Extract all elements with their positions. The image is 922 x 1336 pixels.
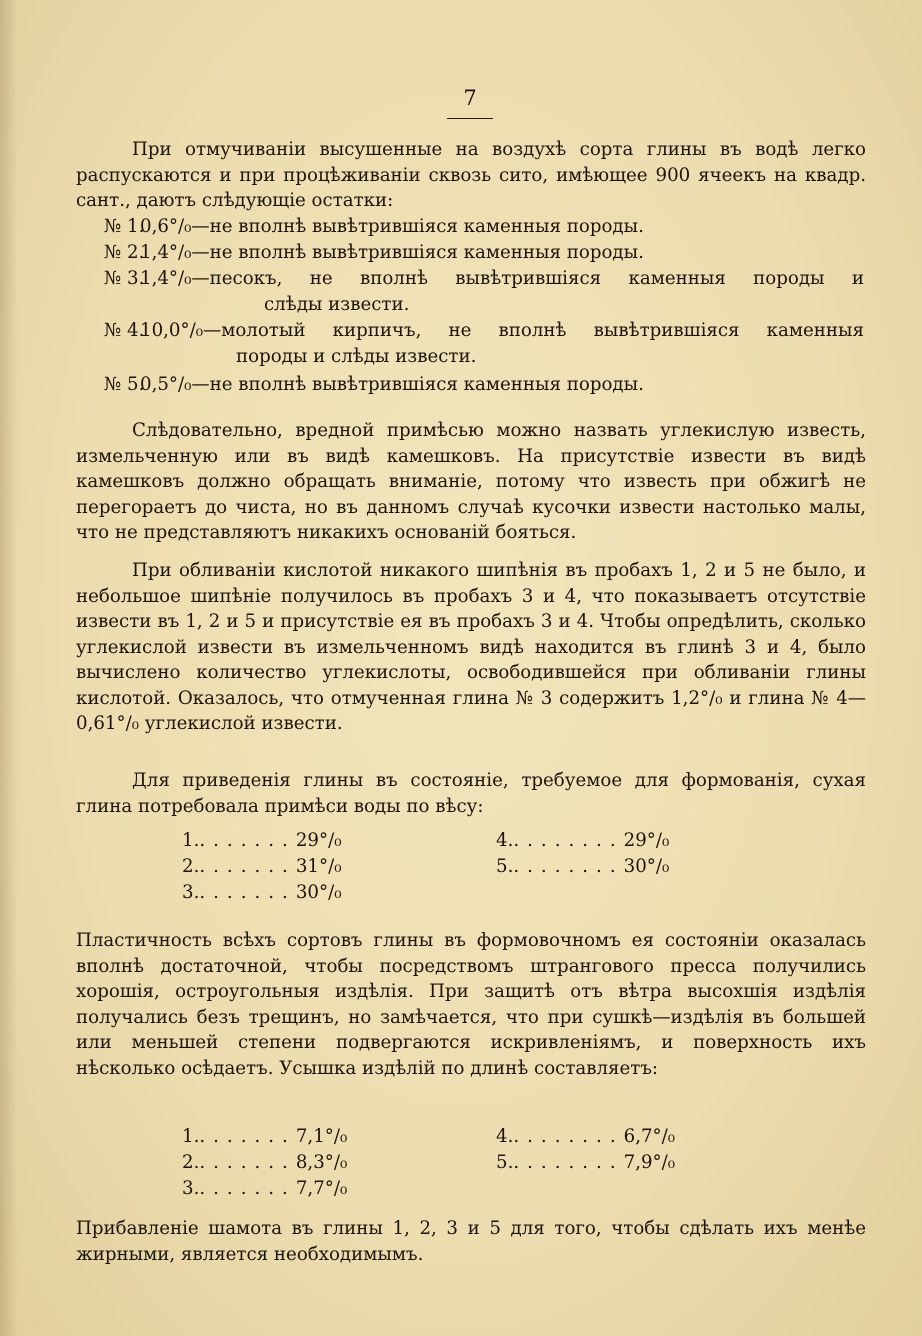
sample-number: 1. [182,830,200,851]
paragraph-text: Пластичность всѣхъ сортовъ глины въ формовочномъ ея состояніи оказалась вполнѣ достаточной, чтобы посредствомъ штрангового пресса получились хорошія, остроугольныя издѣлія. При защитѣ отъ вѣтра высохшія издѣлія получались безъ трещинъ, но замѣчается, что при сушкѣ—издѣлія въ большей или меньшей степени подвергаются искривленіямъ, и поверхность ихъ нѣсколько осѣдаетъ. Усышка издѣлій по длинѣ составляетъ: [76,930,866,1079]
water-row-4 [496,828,669,854]
leader-dots: ....... [199,830,296,851]
residue-number: № 5. [104,374,145,395]
paragraph-text: При обливаніи кислотой никакого шипѣнія въ пробахъ 1, 2 и 5 не было, и небольшое шипѣніе получилось въ пробахъ 3 и 4, что показываетъ отсутствіе извести въ 1, 2 и 5 и присутствіе ея въ пробахъ 3 и 4. Чтобы опредѣлить, сколько углекислой извести въ измельченномъ видѣ находится въ глинѣ 3 и 4, было вычислено количество углекислоты, освободившейся при обливаніи глины кислотой. Оказалось, что отмученная глина № 3 содержитъ 1,2°/₀ и глина № 4—0,61°/₀ углекислой извести. [76,560,866,734]
page-number: 7 [463,86,477,110]
water-value: 30°/₀ [295,882,342,903]
leader-dots: ....... [199,1178,296,1199]
residue-text: 0,6°/₀—не вполнѣ вывѣтрившіяся каменныя породы. [140,216,644,237]
shrink-value: 7,9°/₀ [623,1152,676,1173]
sample-number: 1. [182,1126,200,1147]
water-value: 31°/₀ [295,856,342,877]
shrink-row-5 [496,1150,675,1176]
water-row-1 [182,828,342,854]
paragraph-plasticity [76,928,866,1081]
shrink-value: 6,7°/₀ [623,1126,676,1147]
leader-dots: ........ [513,1126,624,1147]
residue-number: № 1. [104,216,145,237]
paragraph-text: При отмучиваніи высушенные на воздухѣ сорта глины въ водѣ легко распускаются и при процѣживаніи сквозь сито, имѣющее 900 ячеекъ на квадр. сант., даютъ слѣдующіе остатки: [76,139,866,211]
shrink-row-2 [182,1150,347,1176]
residue-item-3 [104,266,866,318]
leader-dots: ....... [199,1126,296,1147]
water-value: 29°/₀ [295,830,342,851]
residue-text-continued: слѣды извести. [264,293,410,315]
shrink-value: 7,1°/₀ [295,1126,348,1147]
shrink-row-4 [496,1124,675,1150]
water-row-2 [182,854,342,880]
paragraph-text: Для приведенія глины въ состояніе, требуемое для формованія, сухая глина потребовала примѣси воды по вѣсу: [76,770,866,817]
paragraph-lime-harm [76,418,866,546]
water-table [182,828,782,908]
leader-dots: ........ [513,830,624,851]
sample-number: 4. [496,830,514,851]
shrink-row-3 [182,1176,347,1202]
paragraph-text: Слѣдовательно, вредной примѣсью можно назвать углекислую известь, измельченную или въ видѣ камешковъ. На присутствіе извести въ видѣ камешковъ должно обращать вниманіе, потому что известь при обжигѣ не перегораетъ до чиста, но въ данномъ случаѣ кусочки извести настолько малы, что не представляютъ никакихъ основаній бояться. [76,420,866,543]
sample-number: 3. [182,882,200,903]
page-edge-shadow [0,0,18,1336]
water-row-5 [496,854,669,880]
residue-number: № 4. [104,320,145,341]
residue-text: 1,4°/₀—песокъ, не вполнѣ вывѣтрившіяся каменныя породы и [140,268,864,289]
paragraph-text: Прибавленіе шамота въ глины 1, 2, 3 и 5 для того, чтобы сдѣлать ихъ менѣе жирными, является необходимымъ. [76,1218,866,1265]
paragraph-levigation [76,137,866,214]
leader-dots: ....... [199,1152,296,1173]
residue-text-continued: породы и слѣды извести. [236,345,477,367]
paragraph-acid-test [76,558,866,737]
residue-item-4 [104,318,866,370]
leader-dots: ....... [199,882,296,903]
shrink-row-1 [182,1124,347,1150]
residue-number: № 3. [104,268,145,289]
sample-number: 2. [182,1152,200,1173]
shrink-value: 8,3°/₀ [295,1152,348,1173]
leader-dots: ........ [513,856,624,877]
sample-number: 3. [182,1178,200,1199]
sample-number: 4. [496,1126,514,1147]
water-row-3 [182,880,342,906]
residue-text: 10,0°/₀—молотый кирпичъ, не вполнѣ вывѣтрившіяся каменныя [140,320,864,341]
sample-number: 5. [496,856,514,877]
page-number-rule [447,118,493,119]
leader-dots: ....... [199,856,296,877]
sample-number: 5. [496,1152,514,1173]
residue-text: 1,4°/₀—не вполнѣ вывѣтрившіяся каменныя породы. [140,242,644,263]
paragraph-chamotte [76,1216,866,1267]
residue-number: № 2. [104,242,145,263]
paragraph-water-requirement [76,768,866,819]
shrinkage-table [182,1124,782,1204]
sample-number: 2. [182,856,200,877]
shrink-value: 7,7°/₀ [295,1178,348,1199]
water-value: 30°/₀ [623,856,670,877]
water-value: 29°/₀ [623,830,670,851]
residue-text: 0,5°/₀—не вполнѣ вывѣтрившіяся каменныя породы. [140,374,644,395]
leader-dots: ........ [513,1152,624,1173]
